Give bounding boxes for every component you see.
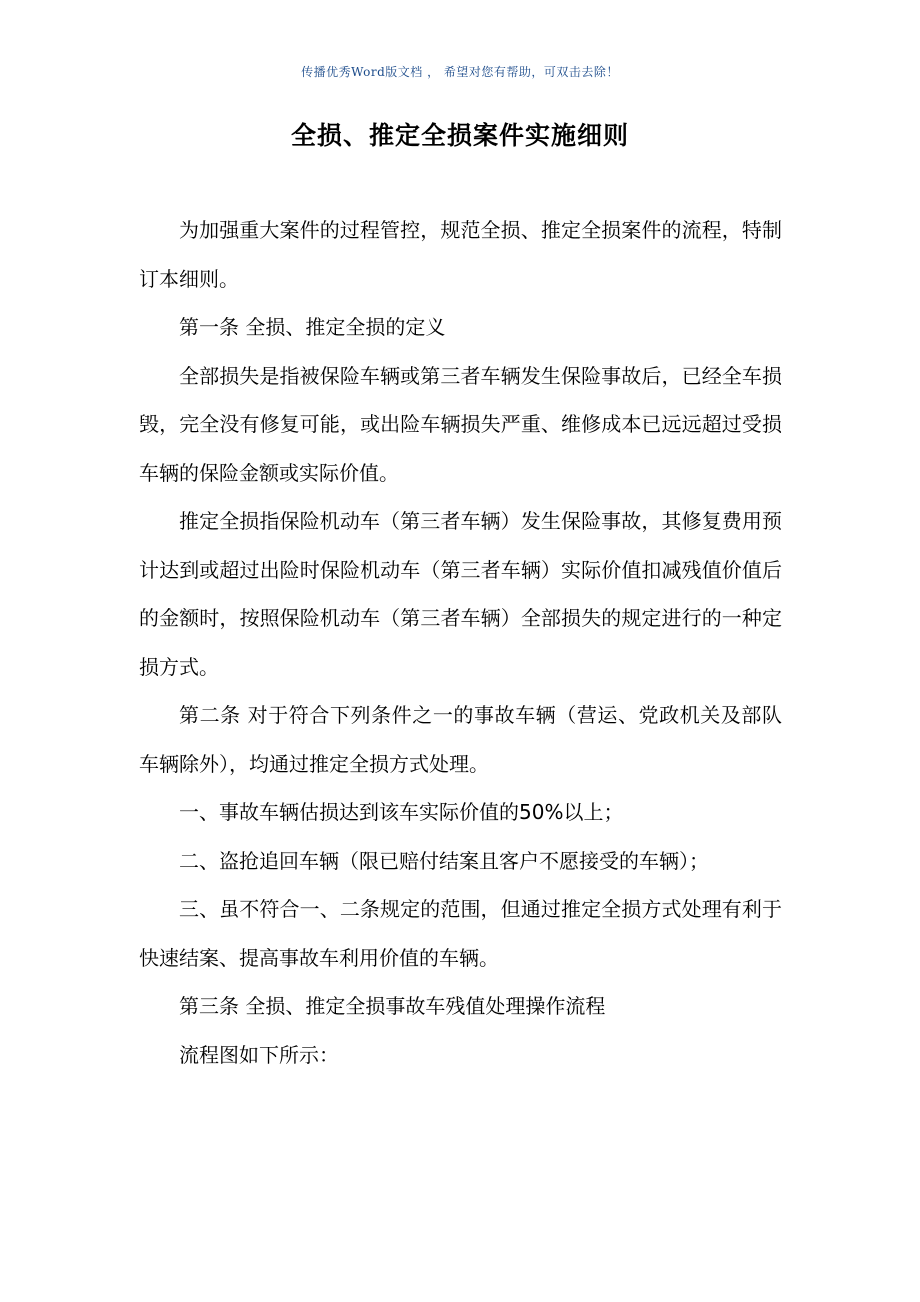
- paragraph-constructive-loss-definition: 推定全损指保险机动车（第三者车辆）发生保险事故，其修复费用预计达到或超过出险时保险机动车（第三者车辆）实际价值扣减残值价值后的金额时，按照保险机动车（第三者车辆）全部损失的规定进行的一种定损方式。: [139, 509, 782, 679]
- article-3-heading: 第三条 全损、推定全损事故车残值处理操作流程: [179, 994, 606, 1018]
- document-title: 全损、推定全损案件实施细则: [290, 121, 629, 150]
- article-2-heading: 第二条 对于符合下列条件之一的事故车辆（营运、党政机关及部队车辆除外），均通过推定全损方式处理。: [139, 703, 782, 776]
- condition-item-3: 三、虽不符合一、二条规定的范围，但通过推定全损方式处理有利于快速结案、提高事故车利用价值的车辆。: [139, 897, 782, 970]
- condition-item-1: 一、事故车辆估损达到该车实际价值的50%以上；: [179, 800, 624, 824]
- condition-item-2: 二、盗抢追回车辆（限已赔付结案且客户不愿接受的车辆）；: [179, 848, 709, 873]
- paragraph-intro: 为加强重大案件的过程管控，规范全损、推定全损案件的流程，特制订本细则。: [139, 218, 782, 291]
- flowchart-intro: 流程图如下所示：: [179, 1042, 339, 1067]
- header-note: 传播优秀Word版文档 ， 希望对您有帮助，可双击去除！: [301, 65, 619, 79]
- article-1-heading: 第一条 全损、推定全损的定义: [179, 315, 446, 339]
- document-body: [139, 206, 782, 1079]
- paragraph-total-loss-definition: 全部损失是指被保险车辆或第三者车辆发生保险事故后，已经全车损毁，完全没有修复可能，或出险车辆损失严重、维修成本已远远超过受损车辆的保险金额或实际价值。: [139, 363, 782, 485]
